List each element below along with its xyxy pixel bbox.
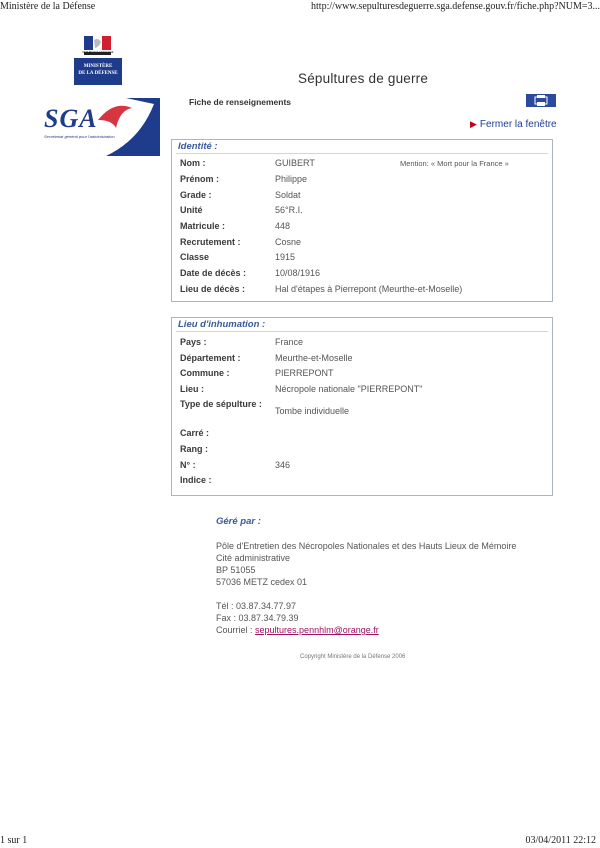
ministry-logo-line1: MINISTÈRE [83, 64, 113, 69]
ministry-logo-line2: DE LA DÉFENSE [78, 71, 118, 76]
fiche-title: Fiche de renseignements [189, 97, 292, 107]
manager-address-line: BP 51055 [216, 565, 256, 575]
label-pays: Pays : [180, 337, 207, 347]
label-lieu-deces: Lieu de décès : [180, 284, 246, 294]
arrow-right-icon: ▶ [470, 119, 477, 129]
sga-logo [36, 94, 162, 158]
close-window-label: Fermer la fenêtre [479, 119, 557, 130]
value-departement: Meurthe-et-Moselle [275, 353, 353, 363]
print-icon[interactable] [526, 94, 556, 107]
identity-title: Identité : [178, 141, 218, 152]
label-prenom: Prénom : [180, 174, 220, 184]
label-date-deces: Date de décès : [180, 268, 247, 278]
close-window-link[interactable] [470, 119, 557, 130]
label-nom: Nom : [180, 158, 206, 168]
value-classe: 1915 [275, 252, 296, 262]
value-pays: France [275, 337, 304, 347]
label-type-sepulture: Type de sépulture : [180, 399, 262, 409]
print-header-left: Ministère de la Défense [0, 1, 96, 12]
ministry-logo [72, 34, 124, 86]
divider [176, 331, 548, 332]
burial-section [171, 317, 553, 496]
label-departement: Département : [180, 353, 241, 363]
mention-label: Mention: « Mort pour la France » [400, 159, 509, 168]
value-prenom: Philippe [275, 174, 308, 184]
manager-address-line: Cité administrative [216, 553, 291, 563]
manager-tel: Tél : 03.87.34.77.97 [216, 601, 297, 611]
value-nom: GUIBERT [275, 158, 315, 168]
label-indice: Indice : [180, 475, 212, 485]
divider [176, 153, 548, 154]
label-rang: Rang : [180, 444, 208, 454]
sga-logo-subtitle: Secrétariat général pour l'administration [44, 134, 115, 139]
manager-email-link[interactable]: sepultures.pennhlm@orange.fr [255, 625, 379, 635]
value-grade: Soldat [275, 190, 301, 200]
site-title: Sépultures de guerre [298, 71, 429, 86]
label-matricule: Matricule : [180, 221, 226, 231]
value-matricule: 448 [275, 221, 291, 231]
print-footer-page: 1 sur 1 [0, 835, 28, 846]
manager-email-row [216, 625, 379, 635]
value-date-deces: 10/08/1916 [275, 268, 321, 278]
print-header-url: http://www.sepulturesdeguerre.sga.defense.gouv.fr/fiche.php?NUM=3... [311, 1, 600, 12]
value-commune: PIERREPONT [275, 368, 334, 378]
label-numero: N° : [180, 460, 196, 470]
value-numero: 346 [275, 460, 291, 470]
manager-title: Géré par : [216, 516, 261, 527]
manager-email-label: Courriel : [216, 625, 253, 635]
label-commune: Commune : [180, 368, 230, 378]
value-recrutement: Cosne [275, 237, 302, 247]
manager-fax: Fax : 03.87.34.79.39 [216, 613, 299, 623]
label-recrutement: Recrutement : [180, 237, 241, 247]
label-carre: Carré : [180, 428, 210, 438]
label-lieu: Lieu : [180, 384, 204, 394]
print-footer-datetime: 03/04/2011 22:12 [525, 835, 596, 846]
label-classe: Classe [180, 252, 210, 262]
value-type-sepulture: Tombe individuelle [275, 406, 350, 416]
label-unite: Unité [180, 205, 203, 215]
sga-logo-text: SGA [44, 104, 98, 133]
ministry-logo-republique: RÉPUBLIQUE FRANÇAISE [82, 51, 114, 54]
identity-section [171, 139, 553, 302]
manager-address-line: 57036 METZ cedex 01 [216, 577, 308, 587]
label-grade: Grade : [180, 190, 212, 200]
manager-name: Pôle d'Entretien des Nécropoles Nationales et des Hauts Lieux de Mémoire [216, 541, 517, 551]
burial-title: Lieu d'inhumation : [178, 319, 266, 330]
value-lieu-deces: Hal d'étapes à Pierrepont (Meurthe-et-Moselle) [275, 284, 463, 294]
value-unite: 56°R.I. [275, 205, 303, 215]
copyright: Copyright Ministère de la Défense 2006 [300, 654, 406, 660]
value-lieu: Nécropole nationale "PIERREPONT" [275, 384, 423, 394]
